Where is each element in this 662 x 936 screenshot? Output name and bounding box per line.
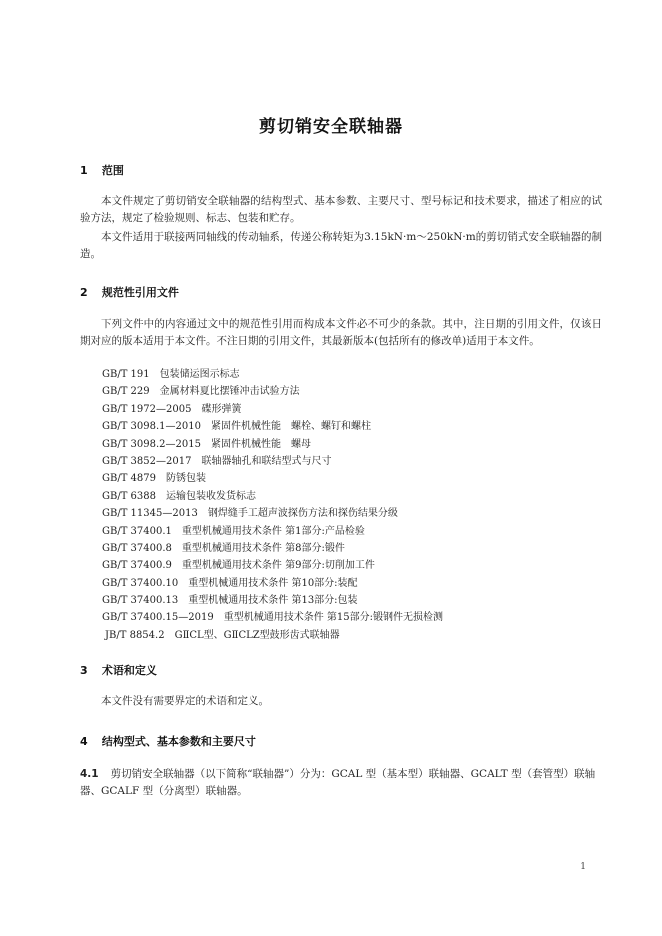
section-number: 4 — [80, 735, 88, 748]
reference-code: GB/T 37400.9 — [102, 560, 172, 572]
reference-item — [102, 418, 443, 435]
reference-title: 重型机械通用技术条件 第9部分:切削加工件 — [181, 560, 375, 572]
reference-title: 重型机械通用技术条件 第10部分:装配 — [188, 577, 358, 589]
terms-paragraph: 本文件没有需要界定的术语和定义。 — [101, 695, 269, 707]
reference-title: GⅡCL型、GⅡCLZ型鼓形齿式联轴器 — [174, 629, 340, 641]
reference-code: GB/T 37400.10 — [102, 577, 179, 589]
reference-code: GB/T 229 — [102, 386, 150, 398]
section-title: 术语和定义 — [101, 664, 157, 677]
document-title: 剪切销安全联轴器 — [259, 117, 403, 137]
normative-intro: 下列文件中的内容通过文中的规范性引用而构成本文件必不可少的条款。其中，注日期的引用文件，仅该日期对应的版本适用于本文件。不注日期的引用文件，其最新版本(包括所有的修改单)适用于本文件。 — [80, 318, 602, 347]
reference-title: 防锈包装 — [166, 473, 207, 485]
reference-title: 联轴器轴孔和联结型式与尺寸 — [201, 455, 332, 467]
section-title: 范围 — [101, 164, 124, 177]
reference-item — [102, 383, 443, 400]
section-title: 结构型式、基本参数和主要尺寸 — [101, 735, 256, 748]
section-heading-1 — [80, 162, 124, 178]
reference-title: 重型机械通用技术条件 第13部分:包装 — [188, 595, 358, 607]
reference-title: 碟形弹簧 — [201, 403, 242, 415]
reference-item — [102, 523, 443, 540]
reference-title: 运输包装收发货标志 — [166, 490, 257, 502]
reference-title: 紧固件机械性能 螺母 — [211, 438, 311, 450]
reference-item — [102, 557, 443, 574]
reference-code: GB/T 11345—2013 — [102, 508, 198, 520]
reference-item — [102, 575, 443, 592]
reference-item — [102, 436, 443, 453]
reference-code: GB/T 37400.15—2019 — [102, 612, 214, 624]
reference-title: 重型机械通用技术条件 第1部分:产品检验 — [181, 525, 365, 537]
section-number: 3 — [80, 664, 88, 677]
reference-code: GB/T 1972—2005 — [102, 403, 192, 415]
reference-code: GB/T 37400.13 — [102, 595, 179, 607]
clause-number: 4.1 — [80, 768, 99, 780]
section-heading-3 — [80, 662, 157, 678]
reference-item — [102, 453, 443, 470]
reference-title: 重型机械通用技术条件 第8部分:锻件 — [181, 542, 345, 554]
reference-item — [102, 540, 443, 557]
reference-code: JB/T 8854.2 — [105, 629, 165, 641]
reference-code: GB/T 6388 — [102, 490, 157, 502]
reference-item — [102, 366, 443, 383]
reference-title: 金属材料夏比摆锤冲击试验方法 — [159, 386, 300, 398]
reference-code: GB/T 3098.2—2015 — [102, 438, 201, 450]
reference-item — [102, 609, 443, 626]
reference-item — [102, 488, 443, 505]
reference-title: 紧固件机械性能 螺栓、螺钉和螺柱 — [211, 421, 371, 433]
reference-list — [102, 366, 443, 644]
reference-code: GB/T 3098.1—2010 — [102, 421, 201, 433]
page-number: 1 — [580, 862, 586, 872]
section-heading-4 — [80, 733, 256, 749]
reference-code: GB/T 191 — [102, 369, 150, 380]
reference-code: GB/T 37400.1 — [102, 525, 172, 537]
section-heading-2 — [80, 284, 179, 300]
reference-title: 重型机械通用技术条件 第15部分:锻钢件无损检测 — [223, 612, 443, 624]
reference-title: 包装储运图示标志 — [159, 369, 240, 380]
reference-code: GB/T 37400.8 — [102, 542, 172, 554]
section-number: 2 — [80, 286, 88, 299]
reference-item — [105, 627, 443, 644]
clause-text: 剪切销安全联轴器（以下简称“联轴器”）分为：GCAL 型（基本型）联轴器、GCALT 型（套管型）联轴器、GCALF 型（分离型）联轴器。 — [80, 768, 596, 797]
reference-item — [102, 470, 443, 487]
section-number: 1 — [80, 164, 88, 177]
section-title: 规范性引用文件 — [101, 286, 179, 299]
scope-paragraph-2: 本文件适用于联接两同轴线的传动轴系，传递公称转矩为3.15kN·m～250kN·m的剪切销式安全联轴器的制造。 — [80, 231, 602, 260]
reference-code: GB/T 3852—2017 — [102, 455, 192, 467]
reference-item — [102, 592, 443, 609]
scope-paragraph-1: 本文件规定了剪切销安全联轴器的结构型式、基本参数、主要尺寸、型号标记和技术要求，描述了相应的试验方法，规定了检验规则、标志、包装和贮存。 — [80, 195, 602, 224]
reference-item — [102, 505, 443, 522]
clause-4-1 — [80, 766, 602, 800]
reference-code: GB/T 4879 — [102, 473, 157, 485]
reference-item — [102, 401, 443, 418]
reference-title: 钢焊缝手工超声波探伤方法和探伤结果分级 — [207, 508, 398, 520]
